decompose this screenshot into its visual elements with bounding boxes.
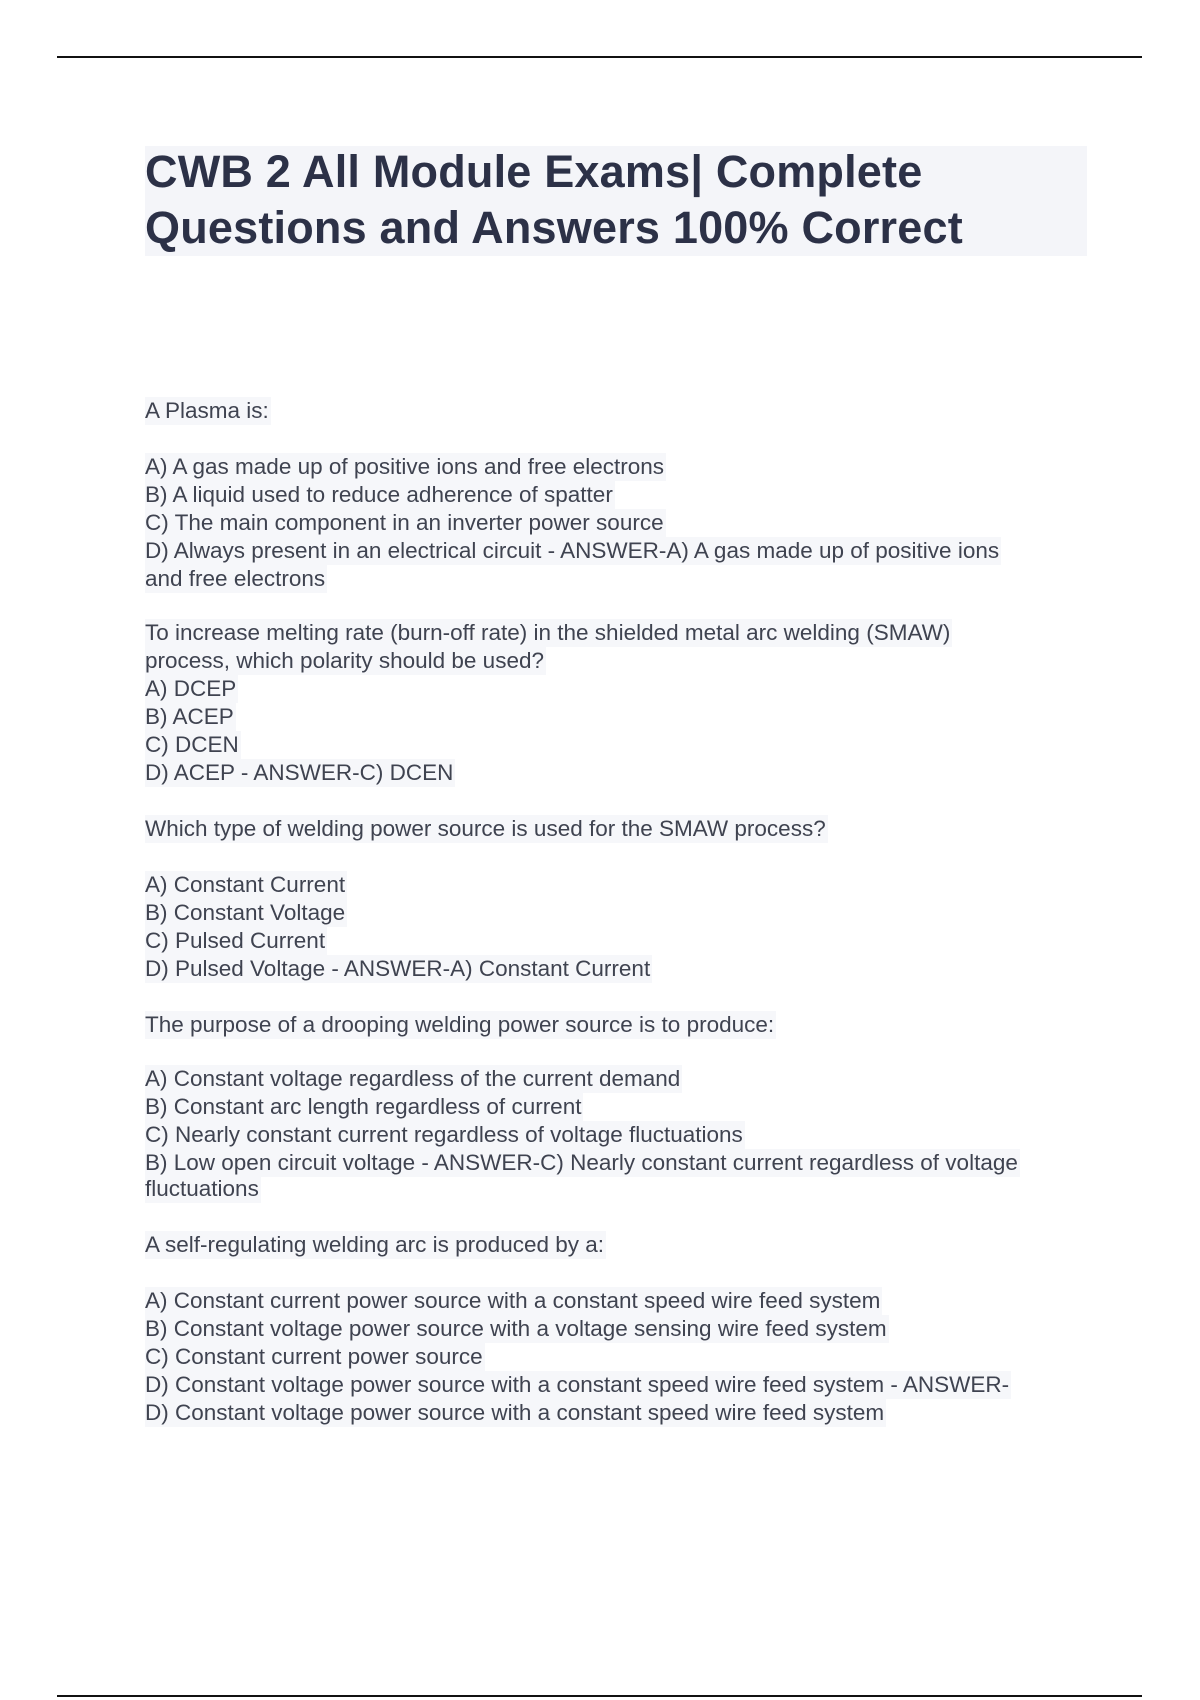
question-1-option-d-answer: D) Always present in an electrical circuit - ANSWER-A) A gas made up of positive ions: [145, 538, 1000, 563]
question-5-option-a: A) Constant current power source with a constant speed wire feed system: [145, 1288, 881, 1313]
question-3-option-d-answer: D) Pulsed Voltage - ANSWER-A) Constant Current: [145, 956, 651, 981]
question-2-option-c: C) DCEN: [145, 732, 239, 757]
question-4-option-b-answer: B) Low open circuit voltage - ANSWER-C) Nearly constant current regardless of voltage: [145, 1150, 1018, 1175]
top-rule: [57, 56, 1142, 58]
question-5-option-c: C) Constant current power source: [145, 1344, 483, 1369]
question-1-prompt: A Plasma is:: [145, 398, 269, 423]
question-2-option-d-answer: D) ACEP - ANSWER-C) DCEN: [145, 760, 454, 785]
question-2-option-a: A) DCEP: [145, 676, 237, 701]
question-5-prompt: A self-regulating welding arc is produced by a:: [145, 1232, 605, 1257]
question-5-option-d-answer: D) Constant voltage power source with a constant speed wire feed system - ANSWER-: [145, 1372, 1010, 1397]
question-3-prompt: Which type of welding power source is used for the SMAW process?: [145, 816, 826, 841]
question-3-option-b: B) Constant Voltage: [145, 900, 346, 925]
question-1-option-a: A) A gas made up of positive ions and free electrons: [145, 454, 665, 479]
question-1-option-b: B) A liquid used to reduce adherence of spatter: [145, 482, 613, 507]
question-4-prompt: The purpose of a drooping welding power source is to produce:: [145, 1012, 775, 1037]
question-2-prompt: To increase melting rate (burn-off rate) in the shielded metal arc welding (SMAW): [145, 620, 951, 645]
question-2-option-b: B) ACEP: [145, 704, 234, 729]
question-1-answer-continued: and free electrons: [145, 566, 326, 591]
title-line-1: CWB 2 All Module Exams| Complete: [145, 146, 923, 197]
question-5-answer-continued: D) Constant voltage power source with a constant speed wire feed system: [145, 1400, 885, 1425]
question-4-answer-continued: fluctuations: [145, 1176, 259, 1201]
question-4-option-a: A) Constant voltage regardless of the current demand: [145, 1066, 681, 1091]
question-5-option-b: B) Constant voltage power source with a voltage sensing wire feed system: [145, 1316, 887, 1341]
question-4-option-b: B) Constant arc length regardless of current: [145, 1094, 582, 1119]
document-title: [145, 146, 1087, 256]
question-3-option-c: C) Pulsed Current: [145, 928, 326, 953]
question-4-option-c: C) Nearly constant current regardless of voltage fluctuations: [145, 1122, 743, 1147]
bottom-rule: [57, 1695, 1142, 1697]
question-1-option-c: C) The main component in an inverter power source: [145, 510, 664, 535]
title-line-2: Questions and Answers 100% Correct: [145, 202, 963, 253]
question-3-option-a: A) Constant Current: [145, 872, 346, 897]
question-2-prompt-continued: process, which polarity should be used?: [145, 648, 544, 673]
